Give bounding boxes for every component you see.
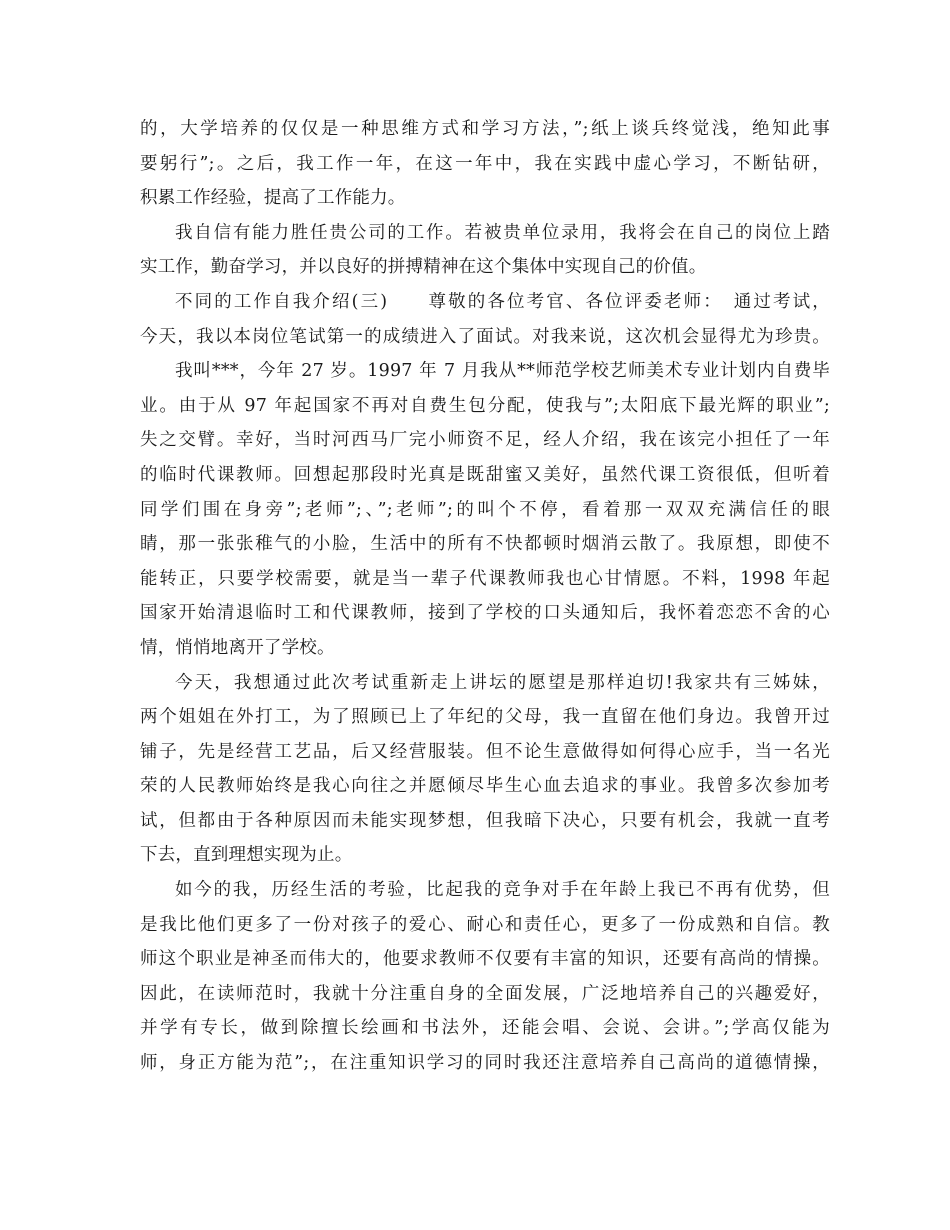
text-line: 下去，直到理想实现为止。 xyxy=(140,845,353,866)
text-line: 两个姐姐在外打工，为了照顾已上了年纪的父母，我一直留在他们身边。我曾开过 xyxy=(140,707,830,728)
text-line: 业。由于从 97 年起国家不再对自费生包分配，使我与”;太阳底下最光辉的职业”; xyxy=(140,395,830,416)
text-line: 情，悄悄地离开了学校。 xyxy=(140,637,335,658)
text-line: 因此，在读师范时，我就十分注重自身的全面发展，广泛地培养自己的兴趣爱好， xyxy=(140,983,830,1004)
text-line: 荣的人民教师始终是我心向往之并愿倾尽毕生心血去追求的事业。我曾多次参加考 xyxy=(140,776,830,797)
paragraph-first-line: 如今的我，历经生活的考验，比起我的竞争对手在年龄上我已不再有优势，但 xyxy=(175,880,830,901)
document-body xyxy=(140,112,830,1081)
paragraph-first-line: 我自信有能力胜任贵公司的工作。若被贵单位录用，我将会在自己的岗位上踏 xyxy=(175,222,830,243)
text-line: 铺子，先是经营工艺品，后又经营服装。但不论生意做得如何得心应手，当一名光 xyxy=(140,741,830,762)
text-line: 的，大学培养的仅仅是一种思维方式和学习方法，”;纸上谈兵终觉浅，绝知此事 xyxy=(140,119,830,139)
text-line: 国家开始清退临时工和代课教师，接到了学校的口头通知后，我怀着恋恋不舍的心 xyxy=(140,603,830,624)
text-line: 并学有专长，做到除擅长绘画和书法外，还能会唱、会说、会讲。”;学高仅能为 xyxy=(140,1018,830,1039)
text-line: 要躬行”;。之后，我工作一年，在这一年中，我在实践中虚心学习，不断钻研， xyxy=(140,153,830,174)
text-line: 实工作，勤奋学习，并以良好的拼搏精神在这个集体中实现自己的价值。 xyxy=(140,257,707,278)
paragraph-first-line: 不同的工作自我介绍(三) 尊敬的各位考官、各位评委老师： 通过考试， xyxy=(175,291,830,312)
text-line: 师这个职业是神圣而伟大的，他要求教师不仅要有丰富的知识，还要有高尚的情操。 xyxy=(140,949,830,970)
text-line: 同学们围在身旁”;老师”;、”;老师”;的叫个不停，看着那一双双充满信任的眼 xyxy=(140,499,830,520)
text-line: 的临时代课教师。回想起那段时光真是既甜蜜又美好，虽然代课工资很低，但听着 xyxy=(140,464,830,485)
text-line: 试，但都由于各种原因而未能实现梦想，但我暗下决心，只要有机会，我就一直考 xyxy=(140,810,830,831)
text-line: 师，身正方能为范”;，在注重知识学习的同时我还注意培养自己高尚的道德情操， xyxy=(140,1053,830,1074)
paragraph-first-line: 我叫***，今年 27 岁。1997 年 7 月我从**师范学校艺师美术专业计划内自费毕 xyxy=(175,361,830,382)
text-line: 睛，那一张张稚气的小脸，生活中的所有不快都顿时烟消云散了。我原想，即使不 xyxy=(140,534,830,555)
text-line: 今天，我以本岗位笔试第一的成绩进入了面试。对我来说，这次机会显得尤为珍贵。 xyxy=(140,326,830,347)
paragraph-first-line: 今天，我想通过此次考试重新走上讲坛的愿望是那样迫切!我家共有三姊妹， xyxy=(175,672,830,693)
text-line: 是我比他们更多了一份对孩子的爱心、耐心和责任心，更多了一份成熟和自信。教 xyxy=(140,914,830,935)
text-line: 能转正，只要学校需要，就是当一辈子代课教师我也心甘情愿。不料，1998 年起 xyxy=(140,568,830,589)
text-line: 积累工作经验，提高了工作能力。 xyxy=(140,188,406,209)
text-line: 失之交臂。幸好，当时河西马厂完小师资不足，经人介绍，我在该完小担任了一年 xyxy=(140,430,830,451)
